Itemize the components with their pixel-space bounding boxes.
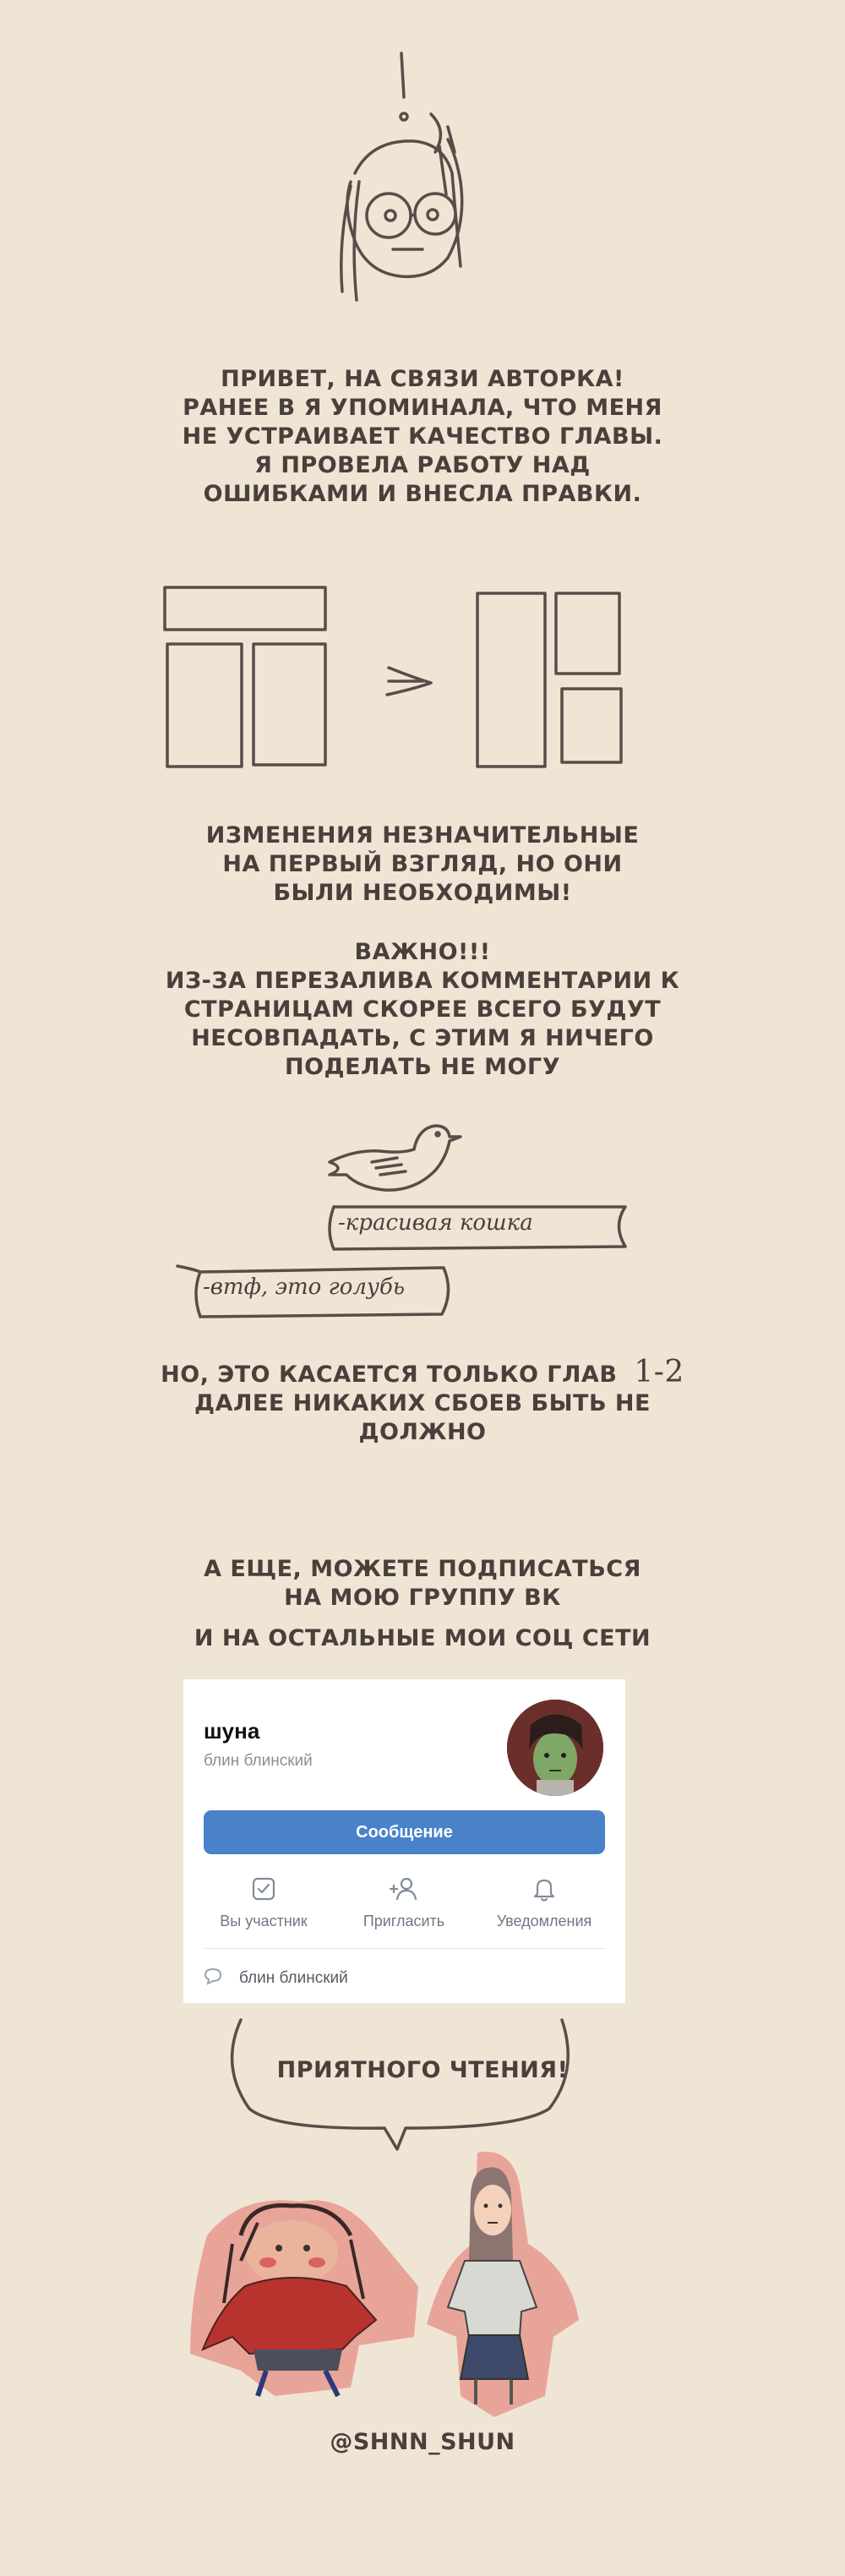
intro-text [84,365,760,509]
caption-its-a-pigeon: -втф, это голубь [203,1274,406,1300]
message-button[interactable]: Сообщение [204,1810,605,1854]
divider [204,1948,605,1949]
closing-speech-bubble [215,2016,587,2155]
important-line: ИЗ-ЗА ПЕРЕЗАЛИВА КОММЕНТАРИИ К [165,968,680,994]
vk-group-card[interactable] [183,1679,625,2003]
subscribe-line: А ЕЩЕ, МОЖЕТЕ ПОДПИСАТЬСЯ [204,1556,641,1582]
chapters-note-line: ДОЛЖНО [358,1419,487,1445]
subscribe-line: И НА ОСТАЛЬНЫЕ МОИ СОЦ СЕТИ [194,1625,651,1651]
changes-text [84,821,760,908]
pigeon-drawing [321,1116,465,1200]
intro-line: РАНЕЕ В Я УПОМИНАЛА, ЧТО МЕНЯ [183,395,662,421]
group-description[interactable] [204,1967,348,1990]
intro-line: Я ПРОВЕЛА РАБОТУ НАД [254,452,591,478]
important-line: ВАЖНО!!! [354,939,491,965]
subscribe-line: НА МОЮ ГРУППУ ВК [284,1585,561,1611]
subscribe-text [84,1555,760,1653]
group-status: блин блинский [204,1752,313,1770]
notifications-action-label: Уведомления [496,1913,592,1929]
bell-icon [529,1874,559,1904]
chapters-note [84,1355,760,1447]
closing-bubble-text: ПРИЯТНОГО ЧТЕНИЯ! [276,2057,569,2083]
group-name[interactable]: шуна [204,1718,260,1744]
check-box-icon [248,1874,279,1904]
changes-line: ИЗМЕНЕНИЯ НЕЗНАЧИТЕЛЬНЫЕ [205,822,640,849]
avatar[interactable] [507,1700,603,1796]
group-description-text: блин блинский [239,1969,348,1987]
intro-line: ОШИБКАМИ И ВНЕСЛА ПРАВКИ. [203,481,642,507]
member-action-label: Вы участник [220,1913,308,1929]
comment-icon [204,1967,222,1990]
chapters-note-line: НО, ЭТО КАСАЕТСЯ ТОЛЬКО ГЛАВ [161,1362,618,1388]
changes-line: НА ПЕРВЫЙ ВЗГЛЯД, НО ОНИ [222,851,623,877]
author-handle[interactable]: @SHNN_SHUN [330,2429,515,2455]
notifications-action[interactable] [472,1874,616,1930]
chapters-note-line: ДАЛЕЕ НИКАКИХ СБОЕВ БЫТЬ НЕ [194,1390,651,1416]
changes-line: БЫЛИ НЕОБХОДИМЫ! [273,880,572,906]
intro-line: ПРИВЕТ, НА СВЯЗИ АВТОРКА! [221,366,624,392]
important-line: НЕСОВПАДАТЬ, С ЭТИМ Я НИЧЕГО [191,1025,654,1051]
caption-pretty-cat: -красивая кошка [338,1210,533,1236]
invite-action[interactable] [332,1874,476,1930]
important-line: СТРАНИЦАМ СКОРЕЕ ВСЕГО БУДУТ [183,996,662,1023]
chapters-range: 1-2 [634,1355,684,1389]
characters-drawing [173,2142,613,2421]
intro-line: НЕ УСТРАИВАЕТ КАЧЕСТВО ГЛАВЫ. [182,423,663,450]
important-text [84,938,760,1082]
invite-action-label: Пригласить [363,1913,445,1929]
important-line: ПОДЕЛАТЬ НЕ МОГУ [284,1054,561,1080]
member-action[interactable] [192,1874,335,1930]
add-user-icon [389,1874,419,1904]
panel-layout-diagram [161,583,634,778]
author-face-drawing [304,46,507,325]
